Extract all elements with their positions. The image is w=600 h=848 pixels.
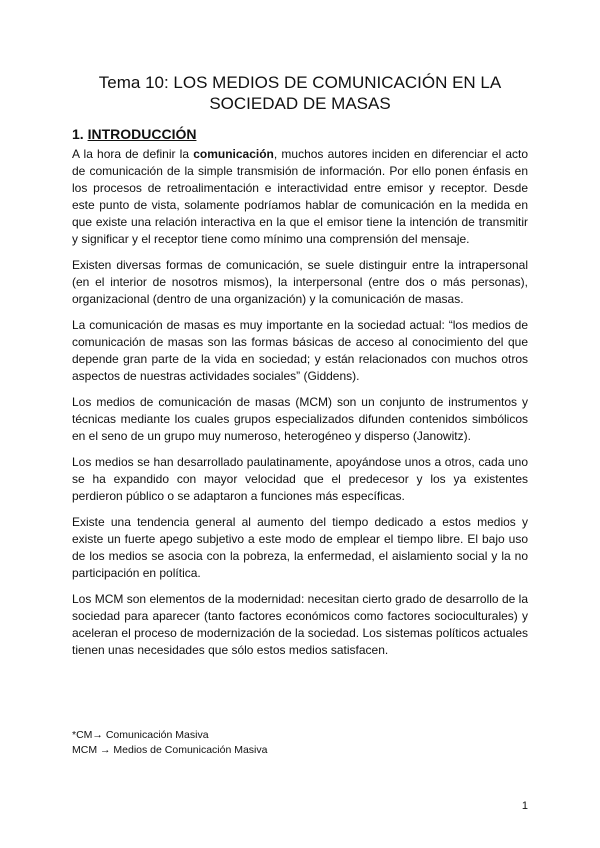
footnotes [72,728,267,758]
section-number: 1. [72,126,84,142]
paragraph-2: Existen diversas formas de comunicación, se suele distinguir entre la intrapersonal (en el interior de nosotros mismos), la interpersonal (entre dos o más personas), organizacional (dentro de una organización) y la comunicación de masas. [72,258,528,306]
paragraph-4: Los medios de comunicación de masas (MCM) son un conjunto de instrumentos y técnicas mediante los cuales grupos especializados difunden contenidos simbólicos en el seno de un grupo muy numeroso, heterogéneo y disperso (Janowitz). [72,395,528,443]
section-title: INTRODUCCIÓN [87,126,197,142]
title-line-2: SOCIEDAD DE MASAS [209,94,391,113]
paragraph-1-before: A la hora de definir la [72,147,194,161]
paragraph-5: Los medios se han desarrollado paulatinamente, apoyándose unos a otros, cada uno se ha expandido con mayor velocidad que el predecesor y los ya existentes perdieron público o se adaptaron a funciones más específicas. [72,455,528,503]
footnote-2: MCM → Medios de Comunicación Masiva [72,744,268,756]
section-heading [72,126,196,142]
page-title [80,72,520,114]
body-text [72,146,528,668]
title-line-1: Tema 10: LOS MEDIOS DE COMUNICACIÓN EN LA [98,73,502,92]
footnote-1: *CM→ Comunicación Masiva [72,729,209,741]
paragraph-1 [72,146,528,248]
page-number: 1 [521,800,528,812]
paragraph-6: Existe una tendencia general al aumento del tiempo dedicado a estos medios y existe un fuerte apego subjetivo a este modo de emplear el tiempo libre. El bajo uso de los medios se asocia con la pobreza, la enfermedad, el aislamiento social y la no participación en política. [72,515,528,580]
paragraph-7: Los MCM son elementos de la modernidad: necesitan cierto grado de desarrollo de la sociedad para aparecer (tanto factores económicos como factores socioculturales) y aceleran el proceso de modernización de la sociedad. Los sistemas políticos actuales tienen unas necesidades que sólo estos medios satisfacen. [72,592,528,657]
paragraph-3: La comunicación de masas es muy importante en la sociedad actual: “los medios de comunicación de masas son las formas básicas de acceso al conocimiento del que depende gran parte de la vida en sociedad; y están relacionados con muchos otros aspectos de nuestras actividades sociales” (Giddens). [72,318,528,383]
paragraph-1-after: , muchos autores inciden en diferenciar el acto de comunicación de la simple transmisión de información. Por ello ponen énfasis en los procesos de retroalimentación e interactividad entre emisor y receptor. Desde este punto de vista, solamente podríamos hablar de comunicación en la medida en que existe una relación interactiva en la que el emisor tiene la intención de transmitir y significar y el receptor tiene como mínimo una comprensión del mensaje. [72,147,529,246]
paragraph-1-bold-term: comunicación [193,147,274,161]
